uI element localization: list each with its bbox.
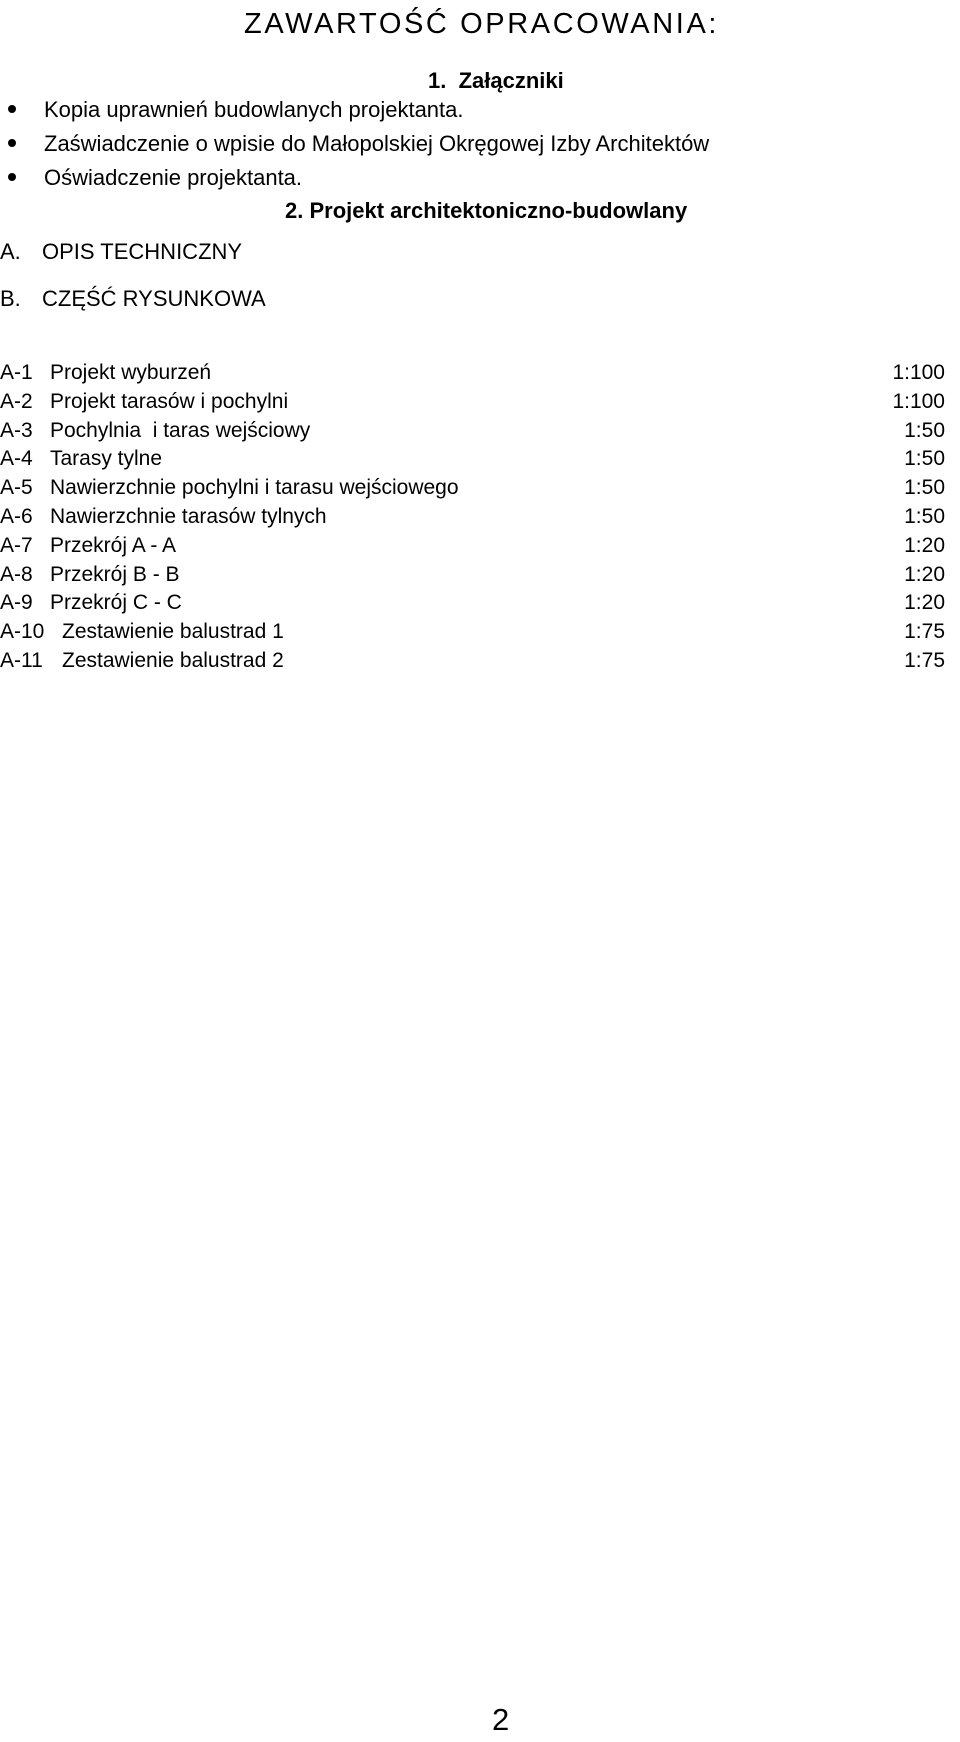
drawing-scale: 1:75 (904, 620, 945, 644)
part-letter: B. (0, 286, 21, 311)
drawing-title: Projekt wyburzeń (50, 361, 212, 384)
bullet-icon (8, 105, 16, 113)
drawing-scale: 1:50 (904, 418, 945, 442)
drawing-scale: 1:50 (904, 447, 945, 471)
drawing-row (0, 475, 945, 504)
drawing-code: A-9 (0, 591, 33, 615)
section-heading-project: 2. Projekt architektoniczno-budowlany (285, 198, 688, 223)
drawing-row (0, 533, 945, 562)
drawing-code: A-5 (0, 476, 33, 500)
drawing-scale: 1:20 (904, 533, 945, 557)
drawing-row (0, 418, 945, 447)
drawing-title: Przekrój A - A (50, 533, 177, 557)
drawing-title: Pochylnia i taras wejściowy (50, 418, 311, 442)
part-label: CZĘŚĆ RYSUNKOWA (42, 286, 266, 311)
drawing-title: Zestawienie balustrad 2 (62, 648, 284, 672)
drawing-scale: 1:100 (892, 389, 945, 413)
drawing-row (0, 360, 945, 389)
drawing-title: Nawierzchnie pochylni i tarasu wejściowego (50, 476, 459, 500)
list-item (0, 96, 709, 130)
drawing-scale: 1:100 (892, 361, 945, 384)
attachments-list (0, 96, 709, 198)
list-item-text: Oświadczenie projektanta. (44, 165, 303, 190)
drawing-code: A-4 (0, 447, 33, 471)
drawing-code: A-8 (0, 562, 33, 586)
drawing-code: A-11 (0, 648, 43, 672)
drawing-row (0, 590, 945, 619)
drawing-title: Nawierzchnie tarasów tylnych (50, 504, 327, 528)
drawing-row (0, 619, 945, 648)
drawing-code: A-7 (0, 533, 33, 557)
drawing-row (0, 504, 945, 533)
list-item-text: Zaświadczenie o wpisie do Małopolskiej Okręgowej Izby Architektów (44, 131, 710, 156)
drawing-code: A-2 (0, 389, 33, 413)
list-item (0, 130, 709, 164)
drawing-title: Tarasy tylne (50, 447, 163, 471)
bullet-icon (8, 139, 16, 147)
list-item (0, 164, 709, 198)
drawings-list (0, 360, 945, 677)
bullet-icon (8, 173, 16, 181)
drawing-code: A-10 (0, 620, 45, 644)
drawing-code: A-6 (0, 504, 33, 528)
list-item-text: Kopia uprawnień budowlanych projektanta. (44, 97, 464, 122)
drawing-title: Przekrój B - B (50, 562, 180, 586)
page-title: ZAWARTOŚĆ OPRACOWANIA: (244, 8, 720, 40)
drawing-row (0, 648, 945, 677)
drawing-scale: 1:20 (904, 562, 945, 586)
part-drawings (0, 285, 266, 313)
part-label: OPIS TECHNICZNY (42, 239, 243, 264)
drawing-row (0, 562, 945, 591)
drawing-title: Zestawienie balustrad 1 (62, 620, 284, 644)
drawing-row (0, 389, 945, 418)
drawing-code: A-3 (0, 418, 33, 442)
drawing-scale: 1:75 (904, 648, 945, 672)
drawing-title: Projekt tarasów i pochylni (50, 389, 289, 413)
drawing-code: A-1 (0, 361, 33, 384)
drawing-title: Przekrój C - C (50, 591, 182, 615)
section-heading-attachments: 1. Załączniki (428, 68, 564, 93)
drawing-scale: 1:50 (904, 504, 945, 528)
part-letter: A. (0, 239, 21, 264)
drawing-row (0, 446, 945, 475)
part-technical-description (0, 238, 242, 266)
page-number: 2 (492, 1702, 510, 1737)
drawing-scale: 1:20 (904, 591, 945, 615)
drawing-scale: 1:50 (904, 476, 945, 500)
